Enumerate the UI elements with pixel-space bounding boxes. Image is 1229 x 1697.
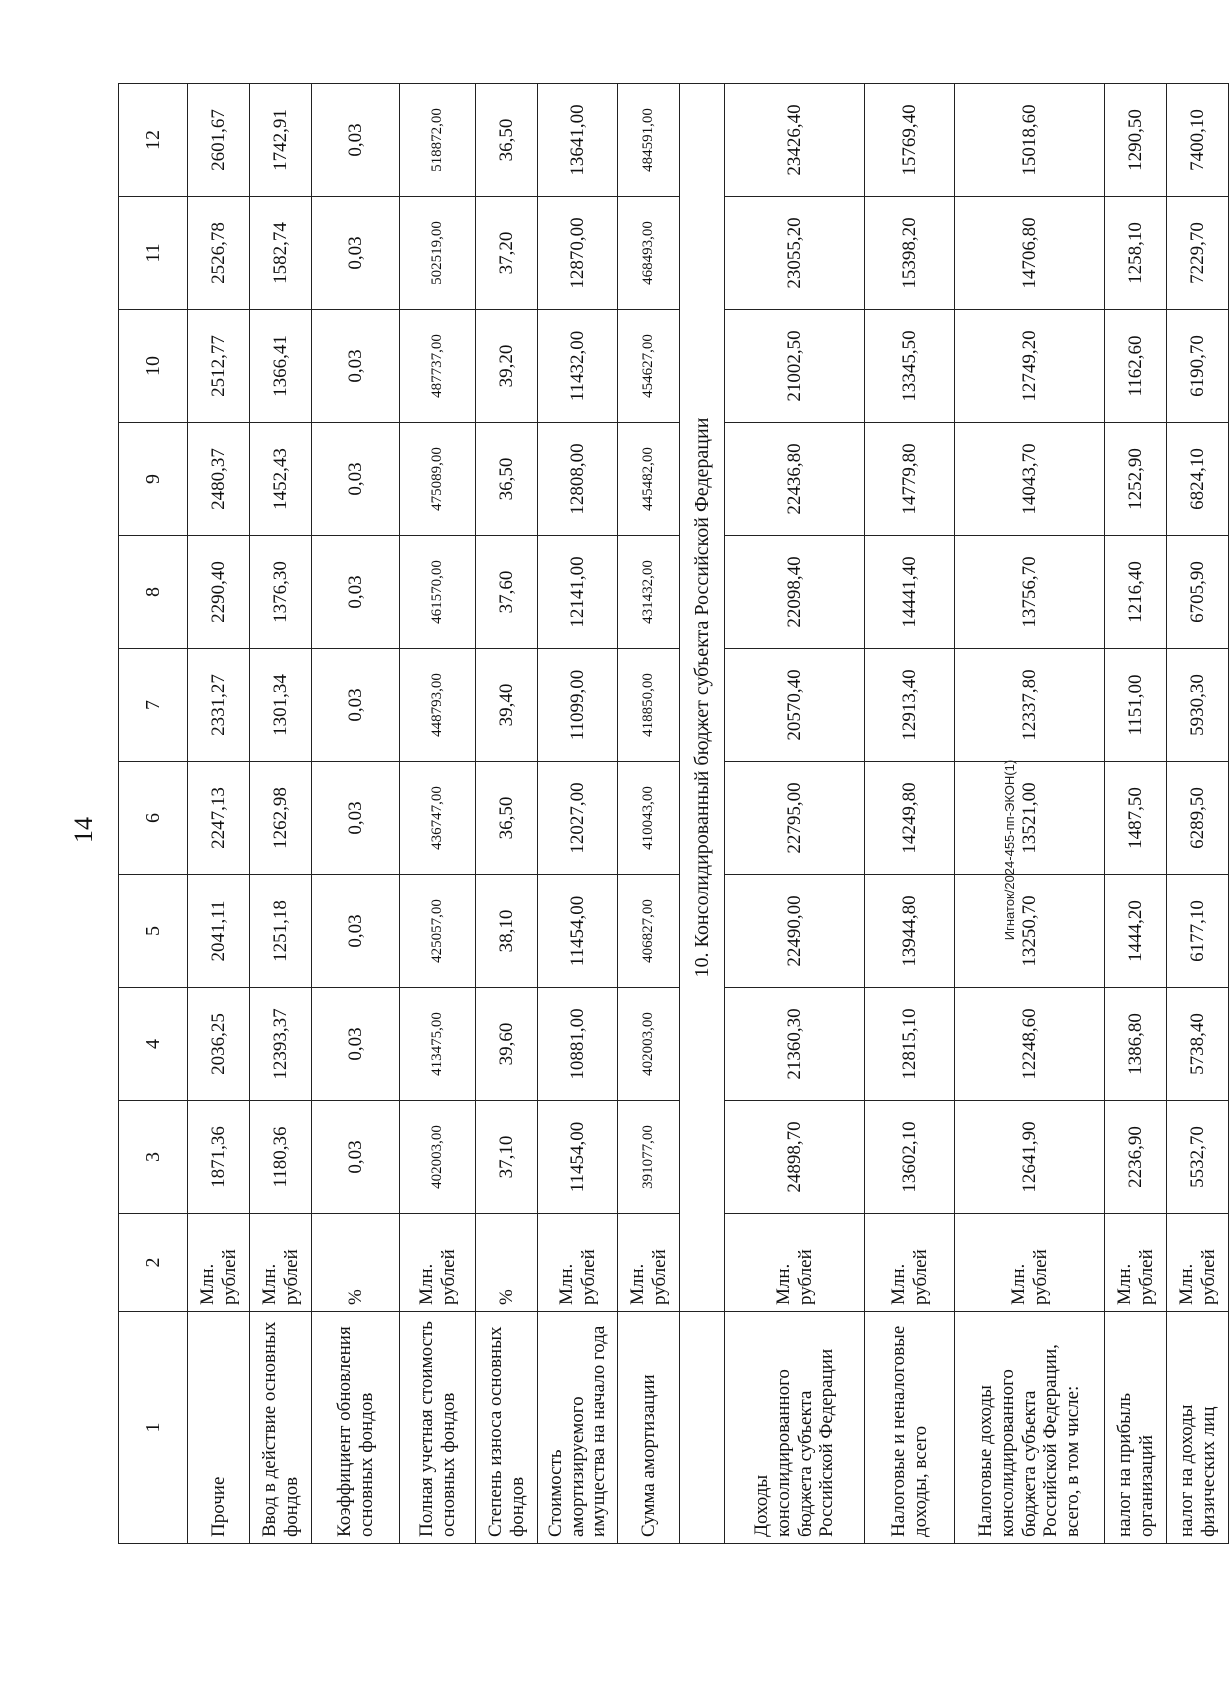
value-cell: 484591,00: [618, 84, 680, 197]
value-cell: 22436,80: [725, 423, 865, 536]
column-header: 10: [119, 310, 188, 423]
value-cell: 12870,00: [538, 197, 618, 310]
row-indicator-name: Налоговые доходы консолидированного бюджета субъекта Российской Федерации, всего, в том числе:: [955, 1312, 1105, 1544]
table-row: [618, 84, 680, 1544]
table-row: [1167, 84, 1229, 1544]
value-cell: 13250,70: [955, 875, 1105, 988]
document-reference: Игнаток/2024-455-пп-ЭКОН(1): [1002, 759, 1017, 941]
value-cell: 0,03: [312, 875, 400, 988]
value-cell: 2331,27: [188, 649, 250, 762]
value-cell: 14706,80: [955, 197, 1105, 310]
row-unit: Млн. рублей: [400, 1214, 476, 1312]
value-cell: 413475,00: [400, 988, 476, 1101]
value-cell: 1366,41: [250, 310, 312, 423]
value-cell: 0,03: [312, 423, 400, 536]
row-indicator-name: Налоговые и неналоговые доходы, всего: [865, 1312, 955, 1544]
value-cell: 12641,90: [955, 1101, 1105, 1214]
value-cell: 425057,00: [400, 875, 476, 988]
value-cell: 10881,00: [538, 988, 618, 1101]
value-cell: 391077,00: [618, 1101, 680, 1214]
value-cell: 1301,34: [250, 649, 312, 762]
value-cell: 13756,70: [955, 536, 1105, 649]
column-header: 5: [119, 875, 188, 988]
row-unit: Млн. рублей: [955, 1214, 1105, 1312]
value-cell: 0,03: [312, 197, 400, 310]
table-row: [400, 84, 476, 1544]
row-unit: Млн. рублей: [1167, 1214, 1229, 1312]
value-cell: 0,03: [312, 1101, 400, 1214]
row-unit: Млн. рублей: [250, 1214, 312, 1312]
value-cell: 22795,00: [725, 762, 865, 875]
value-cell: 2526,78: [188, 197, 250, 310]
value-cell: 502519,00: [400, 197, 476, 310]
table-row: [188, 84, 250, 1544]
value-cell: 22098,40: [725, 536, 865, 649]
value-cell: 15018,60: [955, 84, 1105, 197]
value-cell: 36,50: [476, 762, 538, 875]
value-cell: 12749,20: [955, 310, 1105, 423]
value-cell: 2290,40: [188, 536, 250, 649]
value-cell: 20570,40: [725, 649, 865, 762]
value-cell: 6705,90: [1167, 536, 1229, 649]
value-cell: 2041,11: [188, 875, 250, 988]
row-unit: Млн. рублей: [1105, 1214, 1167, 1312]
value-cell: 24898,70: [725, 1101, 865, 1214]
value-cell: 37,60: [476, 536, 538, 649]
row-unit: Млн. рублей: [188, 1214, 250, 1312]
value-cell: 21002,50: [725, 310, 865, 423]
value-cell: 22490,00: [725, 875, 865, 988]
value-cell: 1386,80: [1105, 988, 1167, 1101]
value-cell: 23055,20: [725, 197, 865, 310]
row-indicator-name: налог на прибыль организаций: [1105, 1312, 1167, 1544]
value-cell: 13602,10: [865, 1101, 955, 1214]
value-cell: 1742,91: [250, 84, 312, 197]
value-cell: 1262,98: [250, 762, 312, 875]
value-cell: 475089,00: [400, 423, 476, 536]
table-body: [188, 84, 1229, 1544]
value-cell: 1376,30: [250, 536, 312, 649]
value-cell: 14441,40: [865, 536, 955, 649]
value-cell: 11454,00: [538, 1101, 618, 1214]
value-cell: 12248,60: [955, 988, 1105, 1101]
value-cell: 454627,00: [618, 310, 680, 423]
value-cell: 0,03: [312, 762, 400, 875]
value-cell: 12393,37: [250, 988, 312, 1101]
value-cell: 402003,00: [618, 988, 680, 1101]
value-cell: 0,03: [312, 988, 400, 1101]
table-row: [312, 84, 400, 1544]
value-cell: 1871,36: [188, 1101, 250, 1214]
row-unit: Млн. рублей: [618, 1214, 680, 1312]
value-cell: 487737,00: [400, 310, 476, 423]
value-cell: 11432,00: [538, 310, 618, 423]
value-cell: 12913,40: [865, 649, 955, 762]
value-cell: 13944,80: [865, 875, 955, 988]
section-empty-cell: [680, 1312, 725, 1544]
value-cell: 431432,00: [618, 536, 680, 649]
value-cell: 39,60: [476, 988, 538, 1101]
row-unit: Млн. рублей: [725, 1214, 865, 1312]
value-cell: 12337,80: [955, 649, 1105, 762]
value-cell: 518872,00: [400, 84, 476, 197]
value-cell: 14779,80: [865, 423, 955, 536]
value-cell: 7229,70: [1167, 197, 1229, 310]
column-header: 4: [119, 988, 188, 1101]
value-cell: 1582,74: [250, 197, 312, 310]
value-cell: 36,50: [476, 423, 538, 536]
value-cell: 2247,13: [188, 762, 250, 875]
row-indicator-name: Сумма амортизации: [618, 1312, 680, 1544]
value-cell: 0,03: [312, 310, 400, 423]
page-number: 14: [69, 817, 98, 843]
row-indicator-name: налог на доходы физических лиц: [1167, 1312, 1229, 1544]
value-cell: 13345,50: [865, 310, 955, 423]
table-row: [1105, 84, 1167, 1544]
row-unit: Млн. рублей: [865, 1214, 955, 1312]
row-indicator-name: Степень износа основных фондов: [476, 1312, 538, 1544]
value-cell: 11099,00: [538, 649, 618, 762]
value-cell: 1180,36: [250, 1101, 312, 1214]
value-cell: 14249,80: [865, 762, 955, 875]
value-cell: 5532,70: [1167, 1101, 1229, 1214]
section-title: 10. Консолидированный бюджет субъекта Российской Федерации: [680, 84, 725, 1312]
value-cell: 23426,40: [725, 84, 865, 197]
value-cell: 12027,00: [538, 762, 618, 875]
value-cell: 468493,00: [618, 197, 680, 310]
value-cell: 37,10: [476, 1101, 538, 1214]
value-cell: 445482,00: [618, 423, 680, 536]
value-cell: 21360,30: [725, 988, 865, 1101]
value-cell: 39,40: [476, 649, 538, 762]
row-unit: %: [312, 1214, 400, 1312]
row-indicator-name: Ввод в действие основных фондов: [250, 1312, 312, 1544]
value-cell: 1452,43: [250, 423, 312, 536]
value-cell: 1162,60: [1105, 310, 1167, 423]
value-cell: 2512,77: [188, 310, 250, 423]
value-cell: 5738,40: [1167, 988, 1229, 1101]
value-cell: 6190,70: [1167, 310, 1229, 423]
value-cell: 1151,00: [1105, 649, 1167, 762]
value-cell: 402003,00: [400, 1101, 476, 1214]
value-cell: 15398,20: [865, 197, 955, 310]
value-cell: 1444,20: [1105, 875, 1167, 988]
table-row: [955, 84, 1105, 1544]
table-row: [865, 84, 955, 1544]
row-indicator-name: Коэффициент обновления основных фондов: [312, 1312, 400, 1544]
value-cell: 0,03: [312, 536, 400, 649]
column-header: 6: [119, 762, 188, 875]
value-cell: 5930,30: [1167, 649, 1229, 762]
column-header: 2: [119, 1214, 188, 1312]
value-cell: 38,10: [476, 875, 538, 988]
table-row: [538, 84, 618, 1544]
value-cell: 1290,50: [1105, 84, 1167, 197]
value-cell: 15769,40: [865, 84, 955, 197]
column-header: 1: [119, 1312, 188, 1544]
value-cell: 13641,00: [538, 84, 618, 197]
value-cell: 418850,00: [618, 649, 680, 762]
value-cell: 1251,18: [250, 875, 312, 988]
value-cell: 2480,37: [188, 423, 250, 536]
value-cell: 2601,67: [188, 84, 250, 197]
value-cell: 13521,00: [955, 762, 1105, 875]
value-cell: 410043,00: [618, 762, 680, 875]
row-indicator-name: Стоимость амортизируемого имущества на начало года: [538, 1312, 618, 1544]
column-header: 12: [119, 84, 188, 197]
section-row: [680, 84, 725, 1544]
value-cell: 12808,00: [538, 423, 618, 536]
value-cell: 6824,10: [1167, 423, 1229, 536]
header-row: [119, 84, 188, 1544]
value-cell: 12815,10: [865, 988, 955, 1101]
value-cell: 6177,10: [1167, 875, 1229, 988]
column-header: 9: [119, 423, 188, 536]
value-cell: 448793,00: [400, 649, 476, 762]
value-cell: 36,50: [476, 84, 538, 197]
value-cell: 11454,00: [538, 875, 618, 988]
value-cell: 1216,40: [1105, 536, 1167, 649]
value-cell: 37,20: [476, 197, 538, 310]
row-indicator-name: Доходы консолидированного бюджета субъекта Российской Федерации: [725, 1312, 865, 1544]
column-header: 11: [119, 197, 188, 310]
rotated-table-container: [118, 84, 1219, 1544]
row-unit: Млн. рублей: [538, 1214, 618, 1312]
row-indicator-name: Полная учетная стоимость основных фондов: [400, 1312, 476, 1544]
table-row: [476, 84, 538, 1544]
statistics-table: [118, 83, 1229, 1544]
column-header: 8: [119, 536, 188, 649]
table-row: [250, 84, 312, 1544]
value-cell: 12141,00: [538, 536, 618, 649]
value-cell: 461570,00: [400, 536, 476, 649]
row-unit: %: [476, 1214, 538, 1312]
value-cell: 6289,50: [1167, 762, 1229, 875]
value-cell: 39,20: [476, 310, 538, 423]
value-cell: 406827,00: [618, 875, 680, 988]
value-cell: 1487,50: [1105, 762, 1167, 875]
value-cell: 2236,90: [1105, 1101, 1167, 1214]
row-indicator-name: Прочие: [188, 1312, 250, 1544]
value-cell: 1252,90: [1105, 423, 1167, 536]
value-cell: 0,03: [312, 649, 400, 762]
value-cell: 2036,25: [188, 988, 250, 1101]
value-cell: 7400,10: [1167, 84, 1229, 197]
column-header: 3: [119, 1101, 188, 1214]
value-cell: 1258,10: [1105, 197, 1167, 310]
column-header: 7: [119, 649, 188, 762]
table-row: [725, 84, 865, 1544]
value-cell: 14043,70: [955, 423, 1105, 536]
value-cell: 0,03: [312, 84, 400, 197]
value-cell: 436747,00: [400, 762, 476, 875]
